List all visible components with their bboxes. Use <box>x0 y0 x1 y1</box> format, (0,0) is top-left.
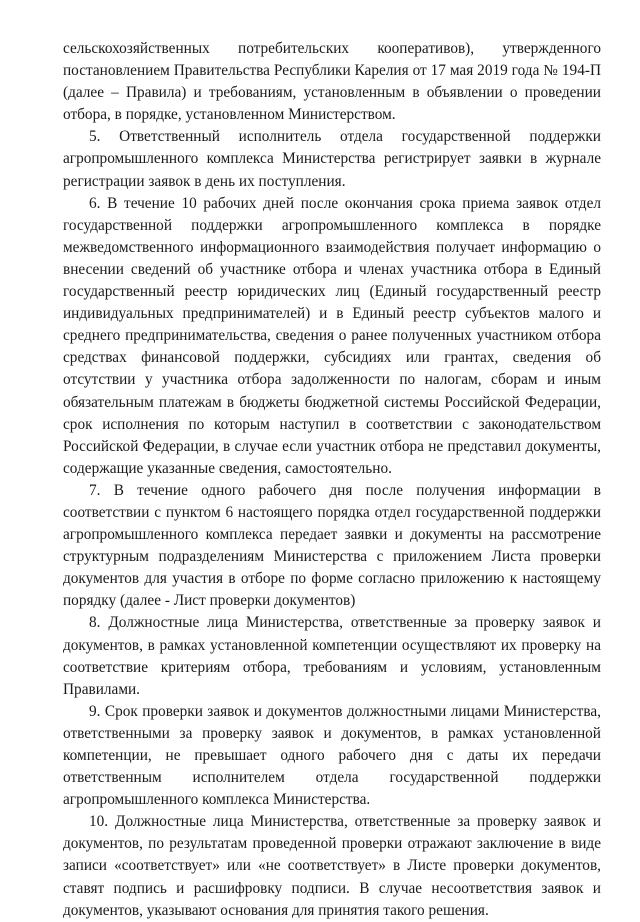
paragraph-continuation: сельскохозяйственных потребительских кооперативов), утвержденного постановлением Правительства Республики Карелия от 17 мая 2019 года № 194-П (далее – Правила) и требованиям, установленным в объявлении о проведении отбора, в порядке, установленном Министерством. <box>63 40 601 124</box>
document-page <box>63 38 601 922</box>
paragraph-7: 7. В течение одного рабочего дня после получения информации в соответствии с пунктом 6 настоящего порядка отдел государственной поддержки агропромышленного комплекса передает заявки и документы на рассмотрение структурным подразделениям Министерства с приложением Листа проверки документов для участия в отборе по форме согласно приложению к настоящему порядку (далее - Лист проверки документов) <box>63 481 601 610</box>
paragraph-5: 5. Ответственный исполнитель отдела государственной поддержки агропромышленного комплекса Министерства регистрирует заявки в журнале регистрации заявок в день их поступления. <box>63 128 601 190</box>
paragraph-10: 10. Должностные лица Министерства, ответственные за проверку заявок и документов, по результатам проведенной проверки отражают заключение в виде записи «соответствует» или «не соответствует» в Листе проверки документов, ставят подпись и расшифровку подписи. В случае несоответствия заявок и документов, указывают основания для принятия такого решения. <box>63 813 601 919</box>
paragraph-9: 9. Срок проверки заявок и документов должностными лицами Министерства, ответственными за проверку заявок и документов, в рамках установленной компетенции, не превышает одного рабочего дня с даты их передачи ответственным исполнителем отдела государственной поддержки агропромышленного комплекса Министерства. <box>63 702 601 809</box>
paragraph-6: 6. В течение 10 рабочих дней после окончания срока приема заявок отдел государственной поддержки агропромышленного комплекса в порядке межведомственного информационного взаимодействия получает информацию о внесении сведений об участнике отбора и членах участника отбора в Единый государственный реестр юридических лиц (Единый государственный реестр индивидуальных предпринимателей) и в Единый реестр субъектов малого и среднего предпринимательства, сведения о ранее полученных участником отбора средствах финансовой поддержки, субсидиях или грантах, сведения об отсутствии у участника отбора задолженности по налогам, сборам и иным обязательным платежам в бюджеты бюджетной системы Российской Федерации, срок исполнения по которым наступил в соответствии с законодательством Российской Федерации, в случае если участник отбора не представил документы, содержащие указанные сведения, самостоятельно. <box>63 194 601 477</box>
paragraph-8: 8. Должностные лица Министерства, ответственные за проверку заявок и документов, в рамках установленной компетенции осуществляют их проверку на соответствие критериям отбора, требованиям и условиям, установленным Правилами. <box>63 614 601 698</box>
